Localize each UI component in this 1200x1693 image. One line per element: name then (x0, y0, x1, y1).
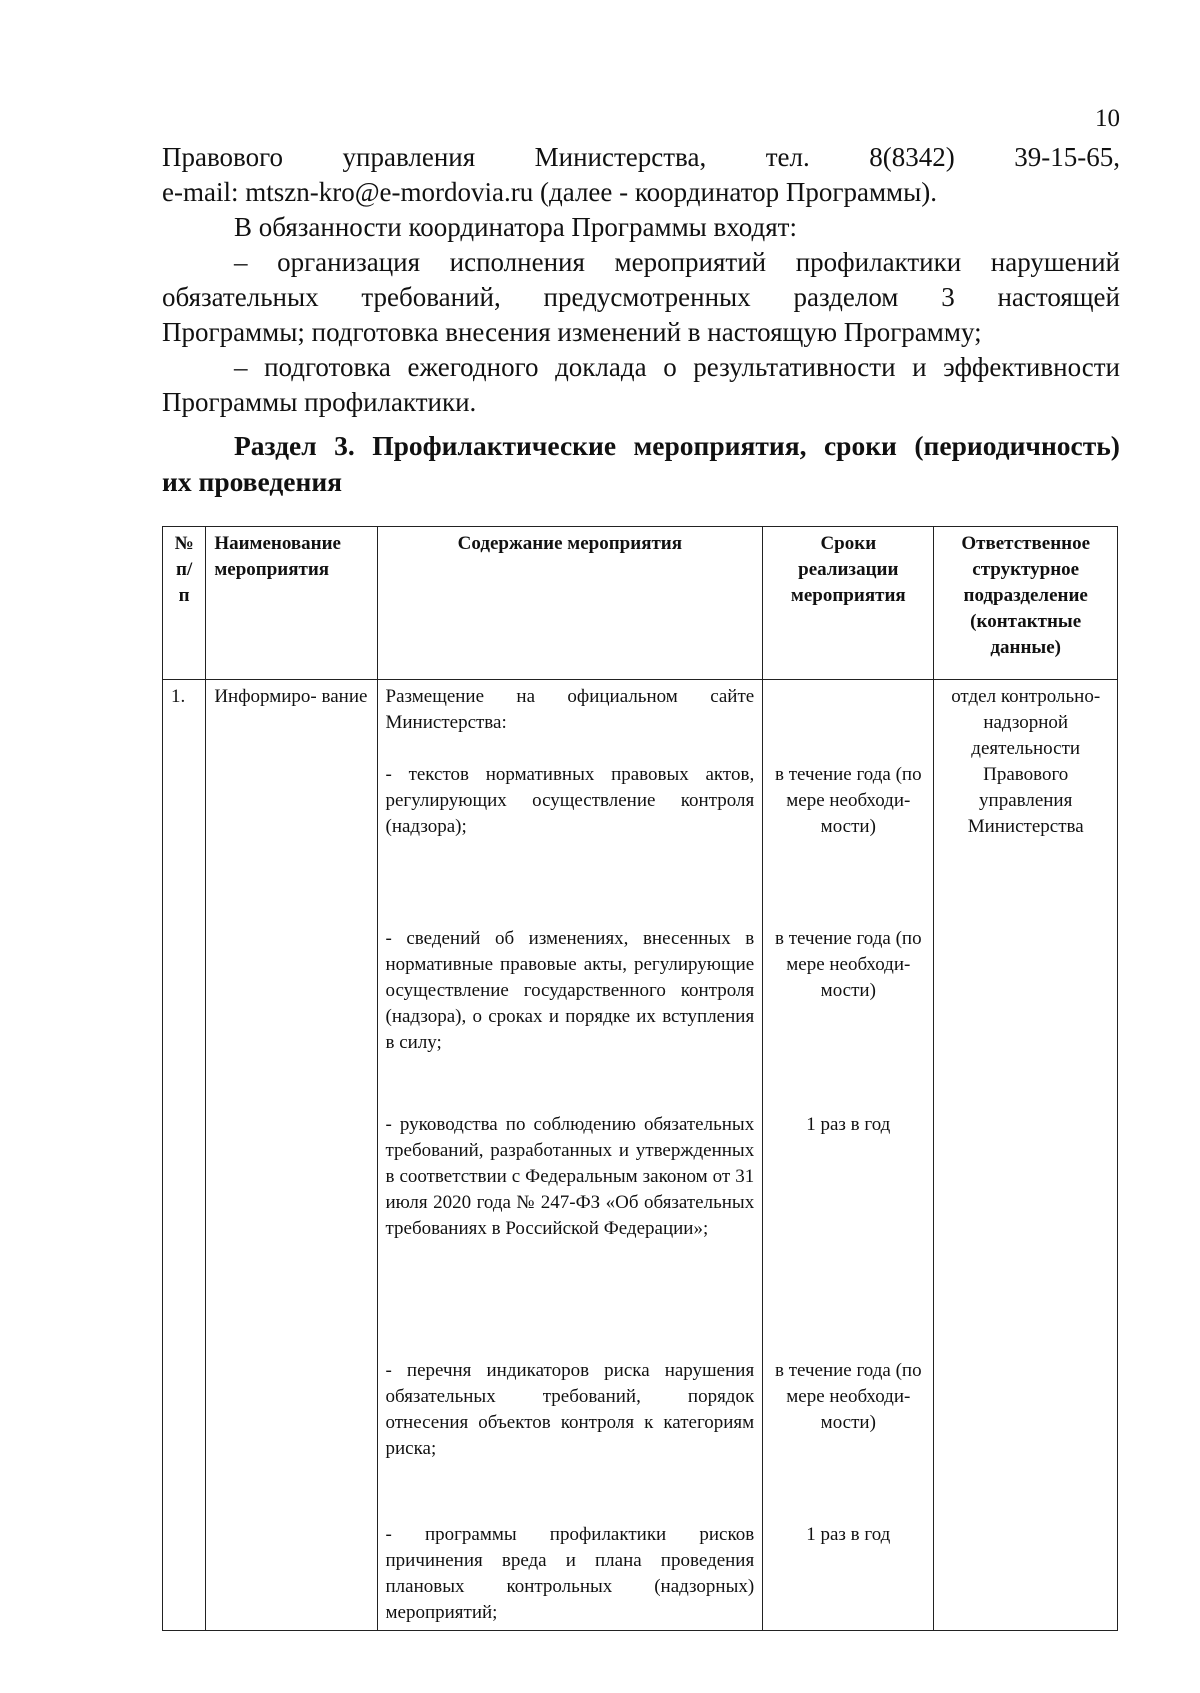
content-item: - текстов нормативных правовых актов, регулирующих осуществление контроля (надзора); (385, 764, 755, 837)
word: настоящей (997, 282, 1120, 312)
word: ежегодного (407, 352, 539, 382)
section-title (162, 428, 1120, 500)
duty-2-line-1 (162, 350, 1120, 385)
word: 3. (334, 430, 355, 461)
table-row (163, 680, 1118, 1631)
content-item: - руководства по соблюдению обязательных требований, разработанных и утвержденных в соответствии с Федеральным законом от 31 июля 2020 года № 247-ФЗ «Об обязательных требованиях в Российской Федерации»; (385, 1114, 755, 1239)
word: (периодичность) (914, 430, 1120, 461)
intro-line-1 (162, 140, 1120, 175)
term-item: 1 раз в год (806, 1524, 891, 1545)
word: – (234, 247, 248, 277)
word: требований, (361, 282, 501, 312)
duty-1-line-3: Программы; подготовка внесения изменений в настоящую Программу; (162, 317, 982, 347)
row-content-cell (377, 680, 763, 1631)
content-item: - программы профилактики рисков причинения вреда и плана проведения плановых контрольных (надзорных) мероприятий; (385, 1524, 755, 1623)
word: Профилактические (372, 430, 617, 461)
word: доклада (555, 352, 647, 382)
word: и (912, 352, 927, 382)
content-intro: Размещение на официальном сайте Министерства: (385, 686, 755, 733)
header-name: Наименование мероприятия (206, 527, 377, 680)
duty-1-line-2 (162, 280, 1120, 315)
header-content: Содержание мероприятия (377, 527, 763, 680)
section-title-line-1 (162, 428, 1120, 464)
row-num: 1. (163, 680, 206, 1631)
section-title-line-2: их проведения (162, 466, 343, 497)
intro-line-2: e-mail: mtszn-kro@e-mordovia.ru (далее - координатор Программы). (162, 177, 937, 207)
header-num: № п/п (163, 527, 206, 680)
word: мероприятия, (633, 430, 807, 461)
intro-paragraph (162, 140, 1120, 420)
word: Правового (162, 142, 284, 172)
term-item: 1 раз в год (806, 1114, 891, 1135)
word: эффективности (943, 352, 1120, 382)
row-responsible: отдел контрольно- надзорной деятельности Правового управления Министерства (934, 680, 1118, 1631)
row-name: Информиро- вание (206, 680, 377, 1631)
content-item: - перечня индикаторов риска нарушения обязательных требований, порядок отнесения объектов контроля к категориям риска; (385, 1360, 755, 1459)
word: управления (342, 142, 476, 172)
page-number: 10 (1095, 105, 1120, 132)
table-header-row (163, 527, 1118, 680)
word: результативности (693, 352, 896, 382)
word: предусмотренных (543, 282, 751, 312)
word: 8(8342) (869, 142, 955, 172)
duties-intro: В обязанности координатора Программы входят: (234, 212, 797, 242)
word: мероприятий (614, 247, 767, 277)
word: разделом (793, 282, 899, 312)
word: о (663, 352, 677, 382)
duty-1-line-1 (162, 245, 1120, 280)
header-term: Сроки реализации мероприятия (763, 527, 934, 680)
word: профилактики (795, 247, 962, 277)
word: обязательных (162, 282, 319, 312)
term-items (771, 762, 925, 1626)
term-item: в течение года (по мере необходи- мости) (774, 928, 922, 1001)
word: 3 (941, 282, 955, 312)
word: нарушений (990, 247, 1120, 277)
word: подготовка (264, 352, 391, 382)
word: исполнения (449, 247, 585, 277)
word: организация (277, 247, 421, 277)
term-item: в течение года (по мере необходи- мости) (774, 764, 922, 837)
word: сроки (823, 430, 897, 461)
term-item: в течение года (по мере необходи- мости) (774, 1360, 922, 1433)
word: тел. (765, 142, 810, 172)
content-item: - сведений об изменениях, внесенных в нормативные правовые акты, регулирующие осуществление государственного контроля (надзора), о сроках и порядке их вступления в силу; (385, 928, 755, 1053)
duty-2-line-2: Программы профилактики. (162, 387, 477, 417)
row-term-cell (763, 680, 934, 1631)
content-items (386, 762, 755, 1626)
word: Раздел (234, 430, 317, 461)
word: Министерства, (534, 142, 707, 172)
events-table (162, 526, 1118, 1631)
word: 39-15-65, (1014, 142, 1120, 172)
header-responsible: Ответственное структурное подразделение (контактные данные) (934, 527, 1118, 680)
word: – (234, 352, 248, 382)
